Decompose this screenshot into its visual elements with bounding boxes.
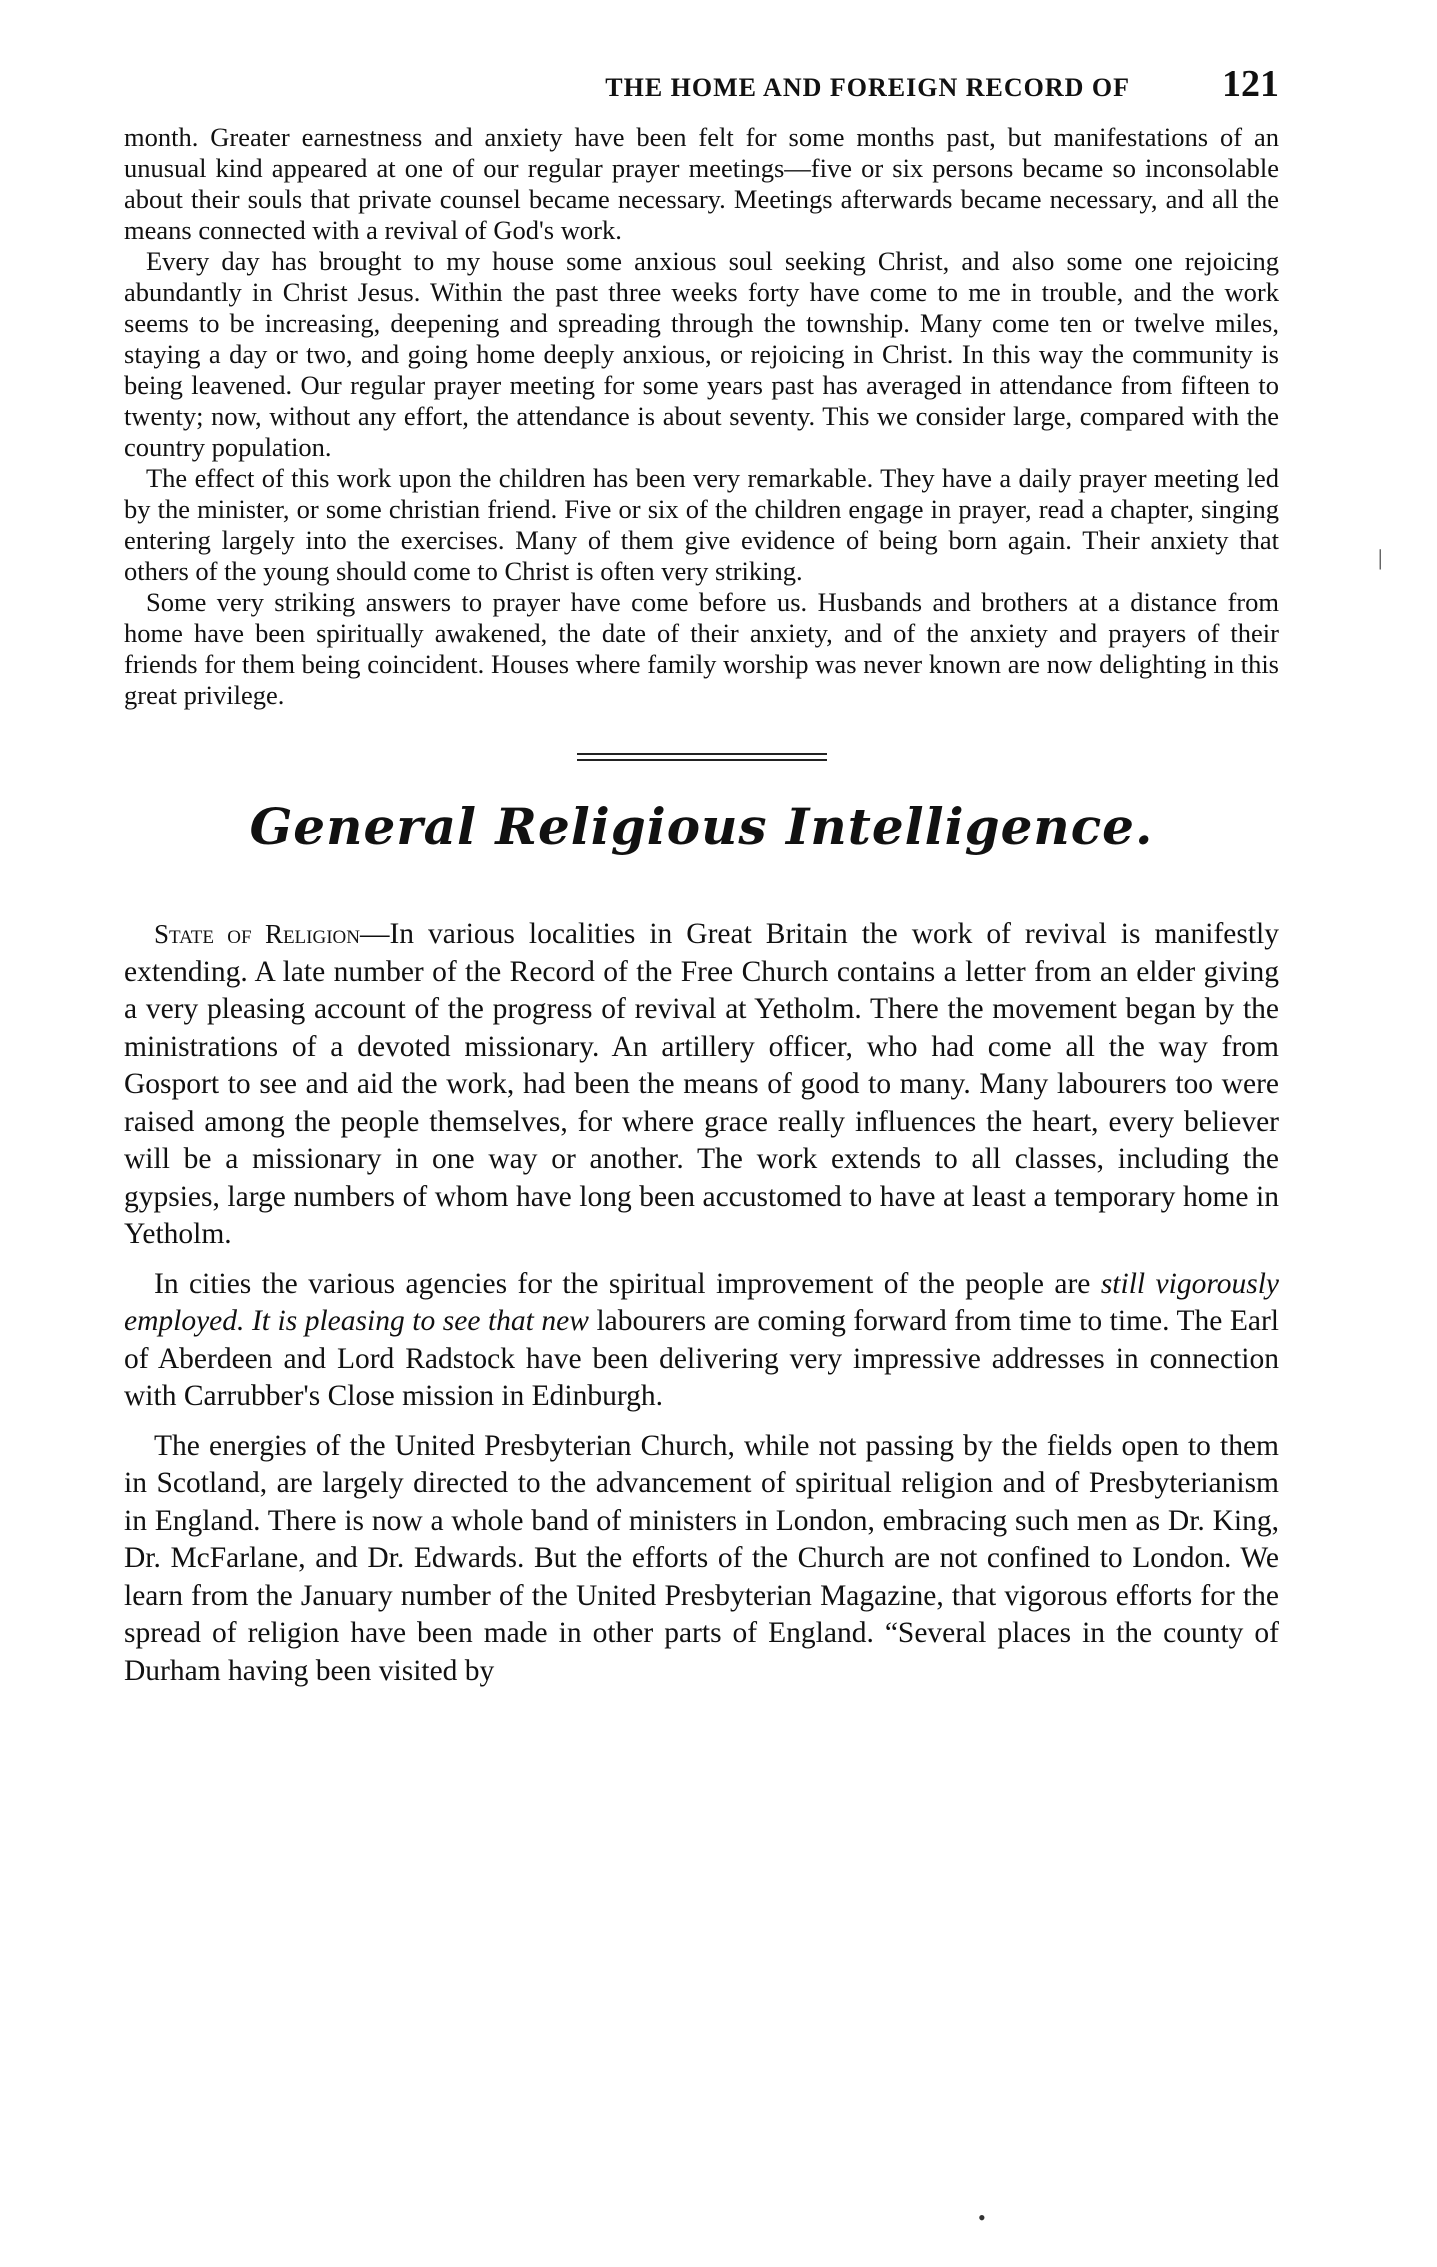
paragraph: Every day has brought to my house some anxious soul seeking Christ, and also some one rejoicing abundantly in Christ Jesus. Within the past three weeks forty have come to me in trouble, and the work seems to be increasing, deepening and spreading through the township. Many come ten or twelve miles, staying a day or two, and going home deeply anxious, or rejoicing in Christ. In this way the community is being leavened. Our regular prayer meeting for some years past has averaged in attendance from fifteen to twenty; now, without any effort, the attendance is about seventy. This we consider large, compared with the country population.	[124, 246, 1279, 462]
paragraph: The energies of the United Presbyterian Church, while not passing by the fields open to them in Scotland, are largely directed to the advancement of spiritual religion and of Presbyterianism in England. There is now a whole band of ministers in London, embracing such men as Dr. King, Dr. McFarlane, and Dr. Edwards. But the efforts of the Church are not confined to London. We learn from the January number of the United Presbyterian Magazine, that vigorous efforts for the spread of religion have been made in other parts of England. “Several places in the county of Durham having been visited by	[124, 1429, 1279, 1687]
italic-text: still vigorously employed. It is pleasing to see that new	[124, 1267, 1279, 1337]
stray-mark: •	[978, 2205, 986, 2230]
paragraph	[124, 1266, 1279, 1416]
paragraph-text: In cities the various agencies for the spiritual improvement of the people are	[154, 1267, 1101, 1300]
paragraph: month. Greater earnestness and anxiety have been felt for some months past, but manifestations of an unusual kind appeared at one of our regular prayer meetings—five or six persons became so inconsolable about their souls that private counsel became necessary. Meetings afterwards became necessary, and all the means connected with a revival of God's work.	[124, 122, 1279, 245]
section-divider	[577, 753, 827, 761]
page	[124, 62, 1279, 1702]
paragraph: The effect of this work upon the children has been very remarkable. They have a daily prayer meeting led by the minister, or some christian friend. Five or six of the children engage in prayer, read a chapter, singing entering largely into the exercises. Many of them give evidence of being born again. Their anxiety that others of the young should come to Christ is often very striking.	[124, 463, 1279, 586]
paragraph-text: labourers are coming forward from time to time. The Earl of Aberdeen and Lord Radstock have been delivering very impressive addresses in connection with Carrubber's Close mission in Edinburgh.	[124, 1305, 1279, 1412]
divider-line	[577, 759, 827, 761]
divider-line	[577, 753, 827, 755]
section-heading: General Religious Intelligence.	[249, 797, 1154, 856]
paragraph: Some very striking answers to prayer have come before us. Husbands and brothers at a distance from home have been spiritually awakened, the date of their anxiety, and of the anxiety and prayers of their friends for them being coincident. Houses where family worship was never known are now delighting in this great privilege.	[124, 587, 1279, 710]
paragraph-text: —In various localities in Great Britain the work of revival is manifestly extending. A late number of the Record of the Free Church contains a letter from an elder giving a very pleasing account of the progress of revival at Yetholm. There the movement began by the ministrations of a devoted missionary. An artillery officer, who had come all the way from Gosport to see and aid the work, had been the means of good to many. Many labourers too were raised among the people themselves, for where grace really influences the heart, every believer will be a missionary in one way or another. The work extends to all classes, including the gypsies, large numbers of whom have long been accustomed to have at least a temporary home in Yetholm.	[124, 918, 1279, 1250]
page-number: 121	[1222, 63, 1279, 105]
continued-letter	[124, 122, 1279, 711]
running-head	[124, 62, 1279, 122]
lead-in: State of Religion	[154, 919, 360, 949]
running-title: THE HOME AND FOREIGN RECORD OF	[605, 73, 1130, 102]
stray-mark: |	[1378, 545, 1383, 570]
paragraph	[124, 916, 1279, 1254]
religious-intelligence-article	[124, 916, 1279, 1690]
